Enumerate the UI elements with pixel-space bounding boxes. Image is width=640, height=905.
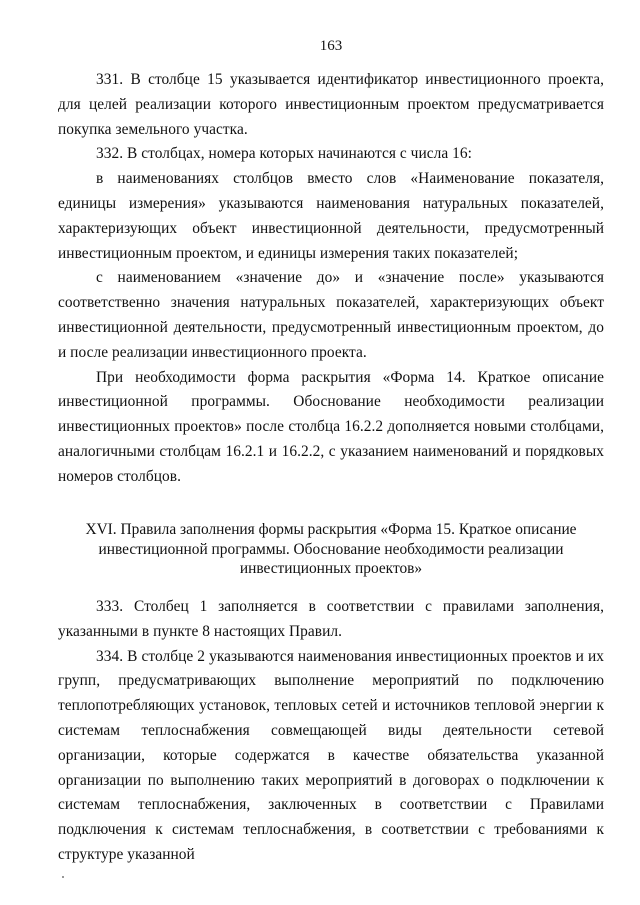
text-block-top bbox=[58, 68, 604, 490]
paragraph-331: 331. В столбце 15 указывается идентификатор инвестиционного проекта, для целей реализации которого инвестиционным проектом предусматривается покупка земельного участка. bbox=[58, 71, 604, 138]
scan-speck bbox=[62, 876, 64, 878]
paragraph-334: 334. В столбце 2 указываются наименования инвестиционных проектов и их групп, предусматривающих выполнение мероприятий по подключению теплопотребляющих установок, тепловых сетей и источников тепловой энергии к системам теплоснабжения совмещающей виды деятельности сетевой организации, которые содержатся в качестве обязательства указанной организации по выполнению таких мероприятий в договорах о подключении к системам теплоснабжения, заключенных в соответствии с Правилами подключения к системам теплоснабжения, в соответствии с требованиями к структуре указанной bbox=[58, 647, 604, 863]
section-heading-line-3: инвестиционных проектов» bbox=[239, 560, 423, 577]
section-heading bbox=[58, 520, 604, 579]
paragraph-332: 332. В столбцах, номера которых начинаются с числа 16: bbox=[96, 145, 472, 163]
paragraph-333: 333. Столбец 1 заполняется в соответствии с правилами заполнения, указанными в пункте 8 настоящих Правил. bbox=[58, 598, 604, 640]
paragraph-332-extension: При необходимости форма раскрытия «Форма 14. Краткое описание инвестиционной программы. Обоснование необходимости реализации инвестиционных проектов» после столбца 16.2.2 дополняется новыми столбцами, аналогичными столбцам 16.2.1 и 16.2.2, с указанием наименований и порядковых номеров столбцов. bbox=[58, 368, 604, 485]
section-heading-line-1: XVI. Правила заполнения формы раскрытия «Форма 15. Краткое описание bbox=[85, 521, 577, 538]
text-block-bottom bbox=[58, 595, 604, 868]
paragraph-332-item-names: в наименованиях столбцов вместо слов «Наименование показателя, единицы измерения» указываются наименования натуральных показателей, характеризующих объект инвестиционной деятельности, предусмотренный инвестиционным проектом, и единицы измерения таких показателей; bbox=[58, 170, 604, 262]
section-heading-line-2: инвестиционной программы. Обоснование необходимости реализации bbox=[98, 540, 564, 558]
page-number: 163 bbox=[319, 38, 343, 54]
paragraph-332-item-values: с наименованием «значение до» и «значение после» указываются соответственно значения натуральных показателей, характеризующих объект инвестиционной деятельности, предусмотренный инвестиционным проектом, до и после реализации инвестиционного проекта. bbox=[58, 269, 604, 361]
